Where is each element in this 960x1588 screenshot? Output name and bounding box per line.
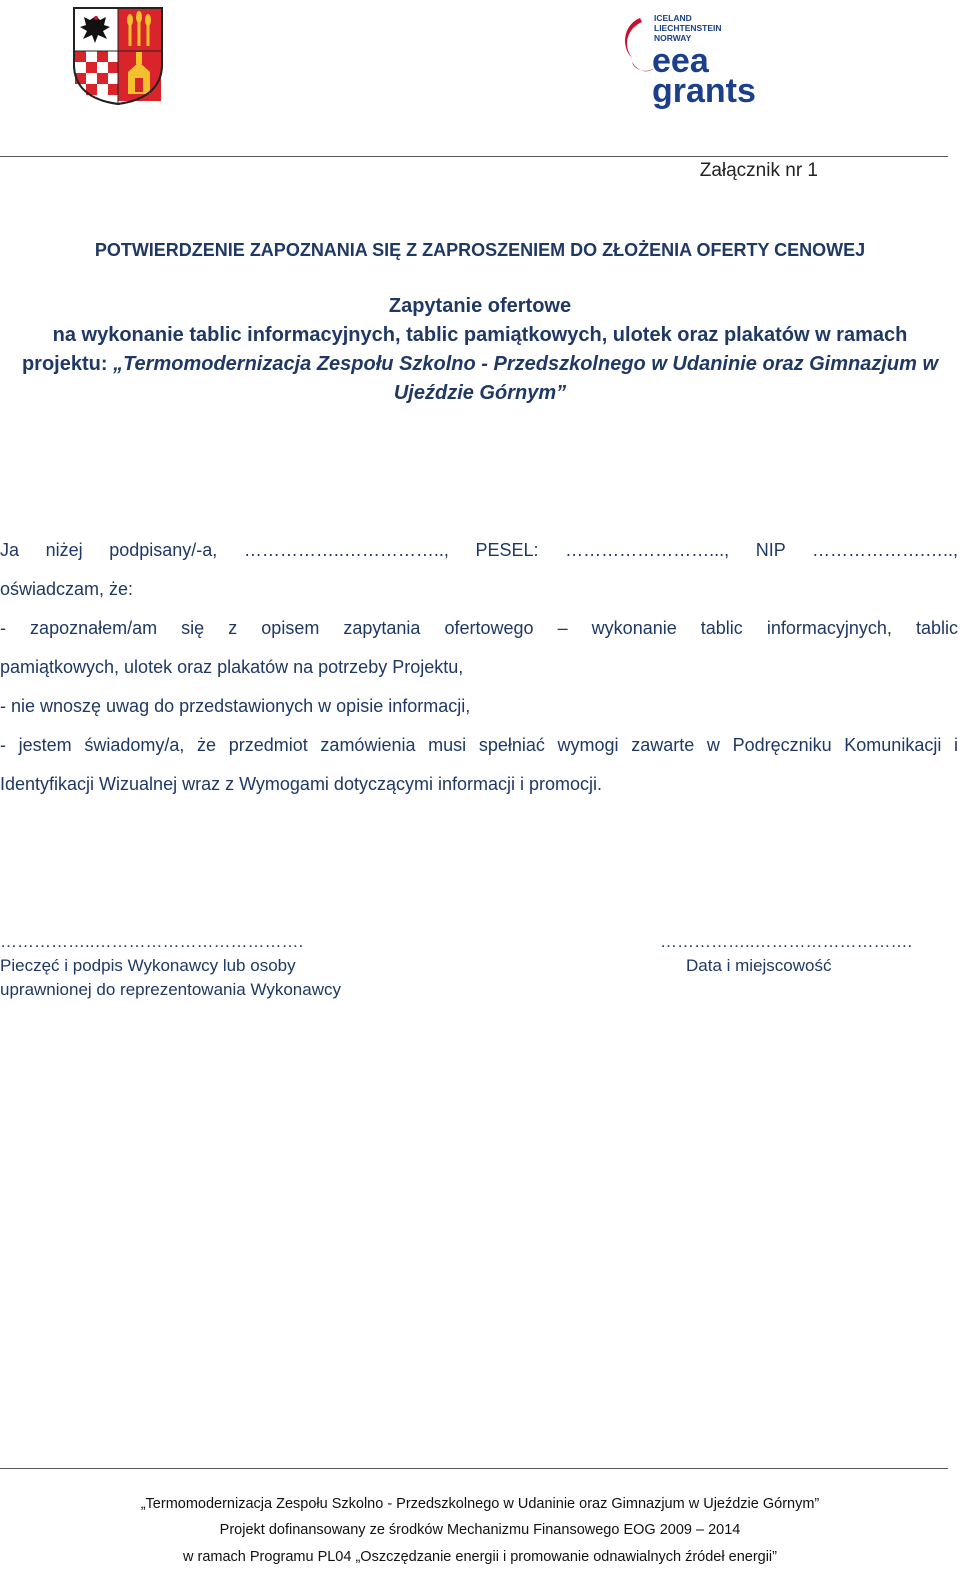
subject-line-2: na wykonanie tablic informacyjnych, tablic pamiątkowych, ulotek oraz plakatów w ramach [52,324,908,346]
subject-block [0,292,960,408]
eea-country-liechtenstein: LIECHTENSTEIN [654,23,722,33]
footer-project-title: „Termomodernizacja Zespołu Szkolno - Przedszkolnego w Udaninie oraz Gimnazjum w Ujeździe Górnym” [140,1496,820,1512]
declaration-intro: oświadczam, że: [0,579,134,599]
annex-label: Załącznik nr 1 [699,160,818,181]
statement-2: - nie wnoszę uwag do przedstawionych w opisie informacji, [0,696,471,716]
eea-country-norway: NORWAY [654,33,692,43]
footer-funding-line: Projekt dofinansowany ze środków Mechanizmu Finansowego EOG 2009 – 2014 [219,1522,741,1538]
subject-line-3 [0,350,960,379]
statement-1-line-1: - zapoznałem/am się z opisem zapytania ofertowego – wykonanie tablic informacyjnych, tablic [0,618,958,638]
project-title-part-2: Ujeździe Górnym” [393,382,567,404]
signature-left [0,930,420,1002]
subject-line-1: Zapytanie ofertowe [388,295,572,317]
powiat-coat-of-arms-icon [72,6,164,106]
eea-grants-logo-icon [618,10,768,110]
footer-programme-line: w ramach Programu PL04 „Oszczędzanie energii i promowanie odnawialnych źródeł energii” [183,1549,777,1565]
project-title-part-1: „Termomodernizacja Zespołu Szkolno - Przedszkolnego w Udaninie oraz Gimnazjum w [113,353,939,375]
document-title: POTWIERDZENIE ZAPOZNANIA SIĘ Z ZAPROSZENIEM DO ZŁOŻENIA OFERTY CENOWEJ [94,240,866,260]
signature-label-line-2: uprawnionej do reprezentowania Wykonawcy [0,980,341,999]
statement-3-line-2: Identyfikacji Wizualnej wraz z Wymogami dotyczącymi informacji i promocji. [0,774,602,794]
subject-prefix: projektu: [21,353,114,375]
eea-country-iceland: ICELAND [654,13,692,23]
date-place-dots: ……………..………………………. [660,932,913,951]
footer-divider [0,1468,948,1469]
signature-dots: ……………..………………………………. [0,932,304,951]
signature-right [660,930,913,978]
grants-wordmark: grants [652,72,756,110]
statement-3-line-1: - jestem świadomy/a, że przedmiot zamówienia musi spełniać wymogi zawarte w Podręczniku Komunikacji i [0,735,958,755]
declaration-line: Ja niżej podpisany/-a, ……………..…………….., PESEL: ……………………..., NIP ……………….….., [0,540,958,560]
date-place-label: Data i miejscowość [686,956,832,975]
header-divider [0,156,948,157]
subject-line-4 [0,379,960,408]
eea-wordmark: eea [652,42,709,80]
signature-label-line-1: Pieczęć i podpis Wykonawcy lub osoby [0,956,296,975]
statement-1-line-2: pamiątkowych, ulotek oraz plakatów na potrzeby Projektu, [0,657,464,677]
